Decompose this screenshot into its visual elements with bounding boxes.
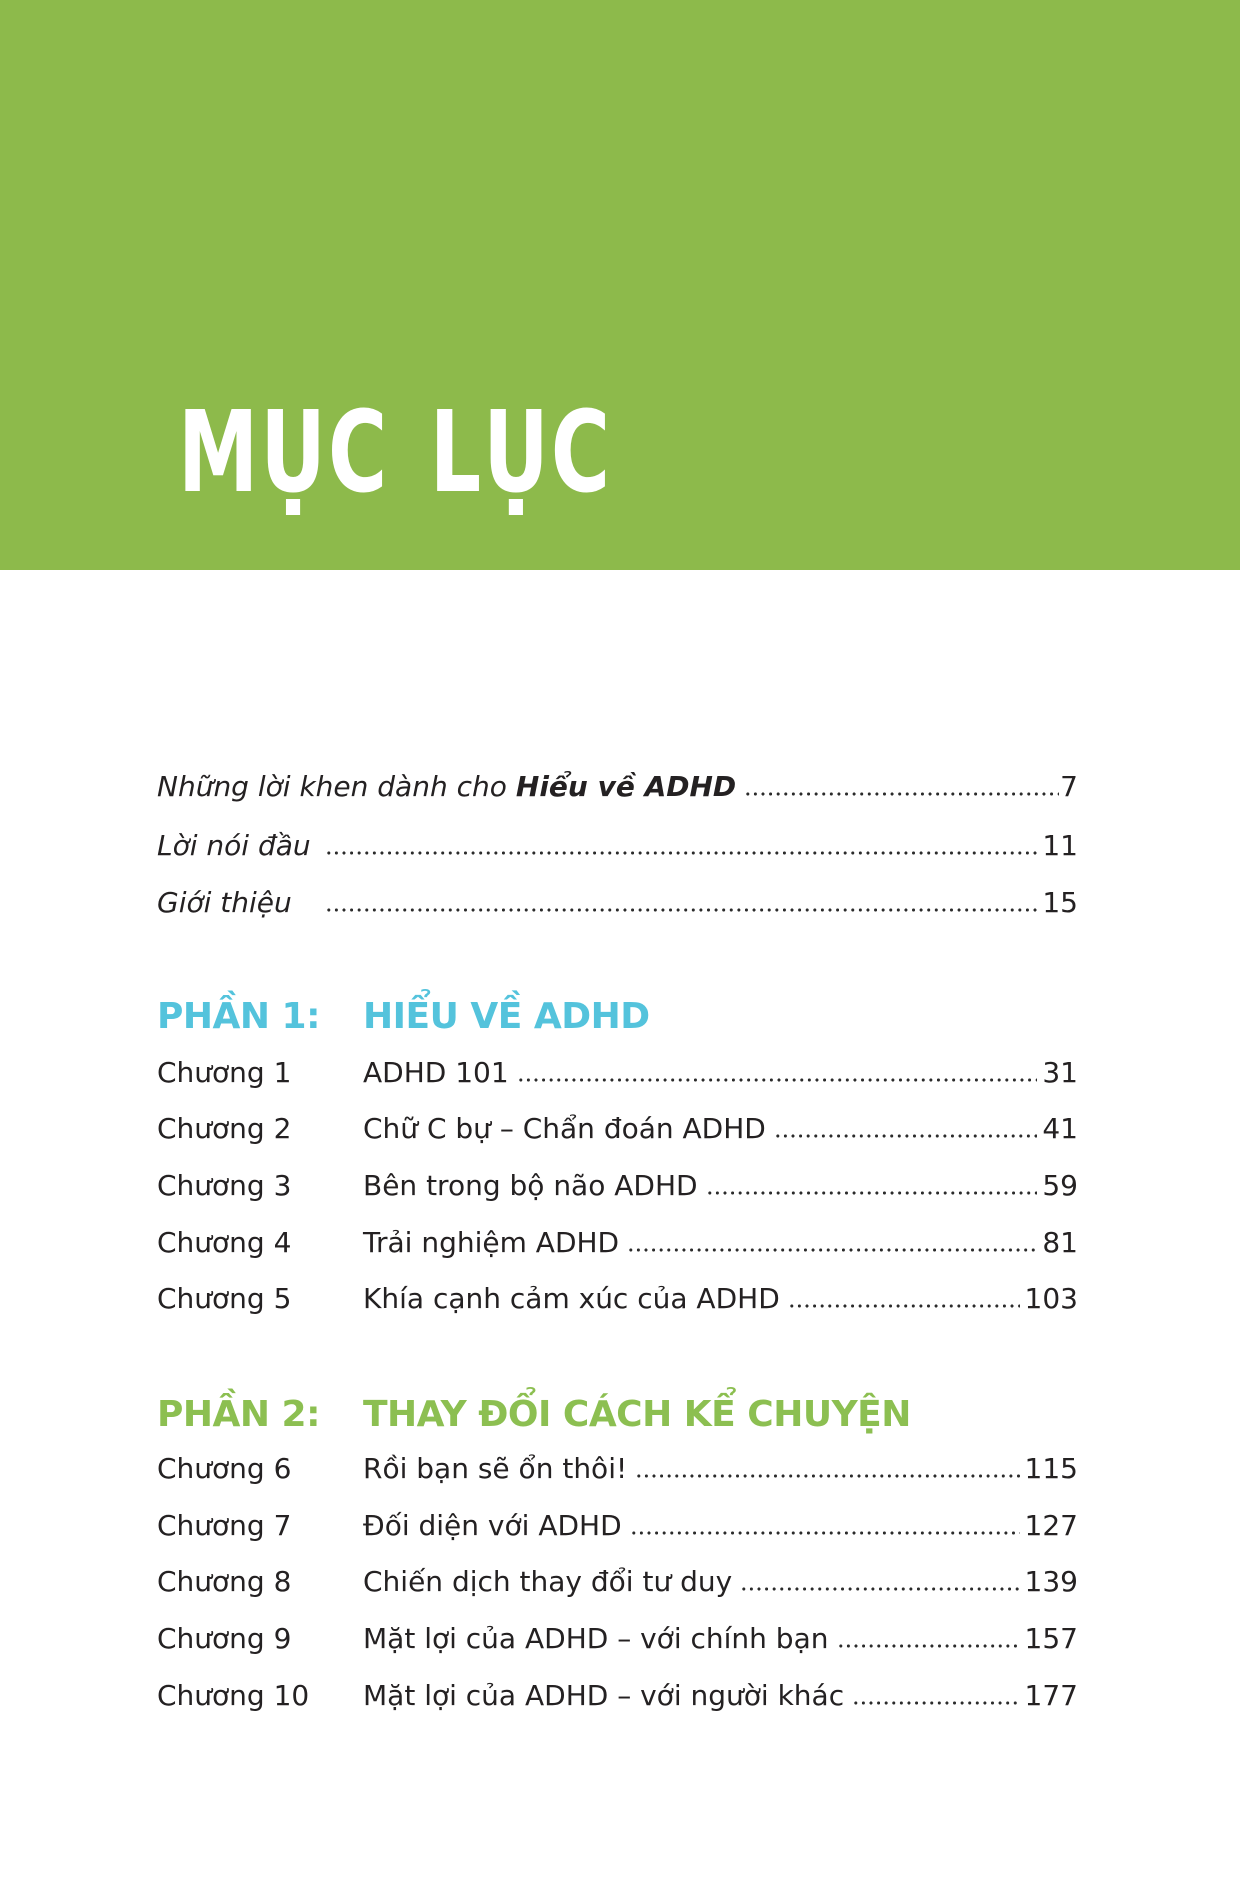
page-title: MỤC LỤC [178,388,613,518]
chapter-title: Mặt lợi của ADHD – với người khác [363,1679,845,1712]
page-number: 7 [1060,770,1078,803]
dot-leader [325,851,1037,855]
page-number: 103 [1024,1282,1078,1315]
page-number: 139 [1024,1565,1078,1598]
part-label: PHẦN 1: [157,996,320,1037]
toc-entry-foreword [157,829,1078,863]
chapter-label: Chương 3 [157,1169,292,1202]
dot-leader [635,1474,1019,1478]
chapter-title: Chữ C bự – Chẩn đoán ADHD [363,1112,766,1145]
chapter-title: ADHD 101 [363,1056,509,1089]
page-number: 157 [1024,1622,1078,1655]
chapter-label: Chương 10 [157,1679,310,1712]
toc-entry-chapter-9 [157,1622,1078,1656]
dot-leader [630,1531,1020,1535]
chapter-label: Chương 1 [157,1056,292,1089]
part-label: PHẦN 2: [157,1394,320,1435]
chapter-title: Khía cạnh cảm xúc của ADHD [363,1282,780,1315]
toc-entry-chapter-10 [157,1679,1078,1713]
page-number: 15 [1042,886,1078,919]
chapter-label: Chương 2 [157,1112,292,1145]
page-number: 11 [1042,829,1078,862]
dot-leader [774,1134,1038,1138]
page-number: 81 [1042,1226,1078,1259]
chapter-label: Chương 9 [157,1622,292,1655]
dot-leader [740,1587,1019,1591]
entry-text-bold: Hiểu về ADHD [515,770,737,803]
part-title: THAY ĐỔI CÁCH KỂ CHUYỆN [363,1394,911,1435]
toc-entry-chapter-1 [157,1056,1078,1090]
part-title: HIỂU VỀ ADHD [363,996,650,1037]
page-number: 177 [1024,1679,1078,1712]
chapter-title: Mặt lợi của ADHD – với chính bạn [363,1622,829,1655]
part-2-heading [157,1393,1078,1437]
page-number: 41 [1042,1112,1078,1145]
page-number: 127 [1024,1509,1078,1542]
dot-leader [325,908,1037,912]
entry-text: Những lời khen dành cho [157,770,507,803]
chapter-label: Chương 7 [157,1509,292,1542]
dot-leader [627,1248,1037,1252]
chapter-title: Trải nghiệm ADHD [363,1226,620,1259]
dot-leader [852,1701,1019,1705]
toc-entry-chapter-4 [157,1226,1078,1260]
page-number: 115 [1024,1452,1078,1485]
toc-entry-chapter-8 [157,1565,1078,1599]
dot-leader [706,1191,1038,1195]
entry-text: Giới thiệu [157,886,292,919]
dot-leader [517,1078,1038,1082]
chapter-title: Rồi bạn sẽ ổn thôi! [363,1452,628,1485]
toc-entry-introduction [157,886,1078,920]
entry-text: Lời nói đầu [157,829,311,862]
part-1-heading [157,995,1078,1039]
toc-entry-praise [157,770,1078,804]
chapter-label: Chương 4 [157,1226,292,1259]
page-number: 31 [1042,1056,1078,1089]
chapter-title: Chiến dịch thay đổi tư duy [363,1565,733,1598]
page-number: 59 [1042,1169,1078,1202]
chapter-title: Bên trong bộ não ADHD [363,1169,698,1202]
dot-leader [837,1644,1020,1648]
green-header-banner [0,0,1240,570]
chapter-label: Chương 6 [157,1452,292,1485]
chapter-title: Đối diện với ADHD [363,1509,622,1542]
toc-entry-chapter-2 [157,1112,1078,1146]
toc-entry-chapter-5 [157,1282,1078,1316]
dot-leader [788,1304,1020,1308]
toc-entry-chapter-6 [157,1452,1078,1486]
toc-entry-chapter-3 [157,1169,1078,1203]
chapter-label: Chương 8 [157,1565,292,1598]
dot-leader [744,792,1059,796]
chapter-label: Chương 5 [157,1282,292,1315]
toc-entry-chapter-7 [157,1509,1078,1543]
